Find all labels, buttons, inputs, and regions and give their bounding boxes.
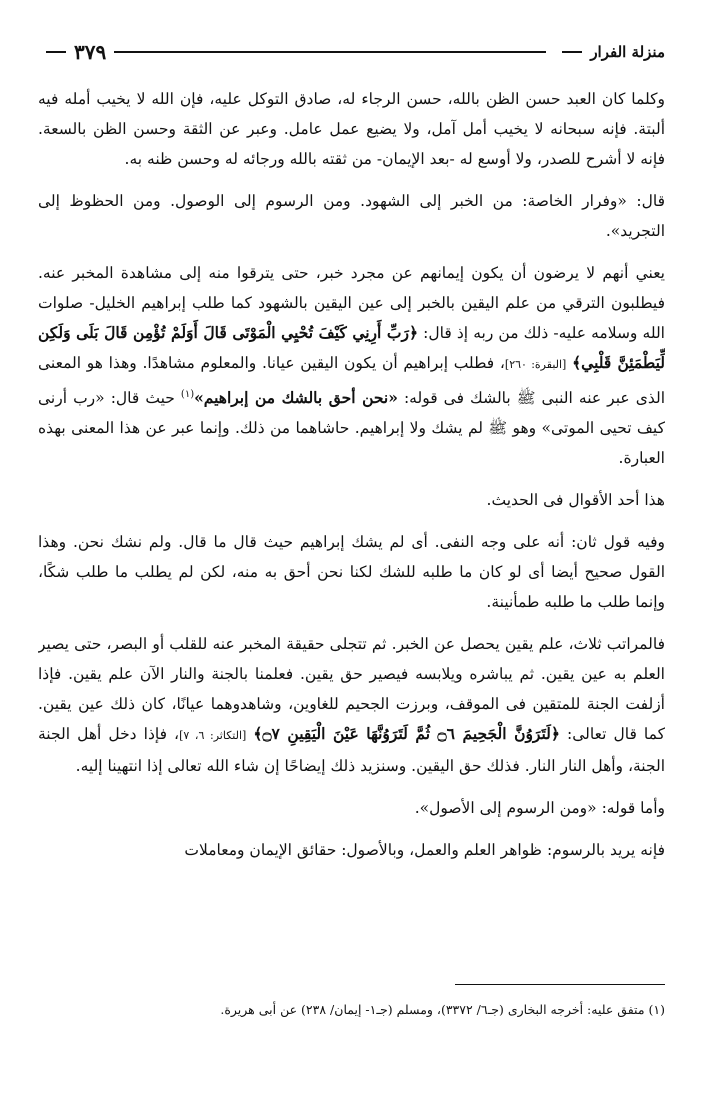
- paragraph-6-text-a: فالمراتب ثلاث، علم يقين يحصل عن الخبر. ثم تتجلى حقيقة المخبر عنه للقلب أو البصر، حتى يصير العلم به عين يقين. ثم يباشره ويلابسه فيصير حق يقين. فعلمنا بالجنة والنار الآن علم يقين. فإذا أزلفت الجنة للمتقين فى الموقف، وبرزت الجحيم للغاوين، وشاهدوهما عيانًا، كان ذلك عين يقين. كما قال تعالى:: [38, 635, 665, 744]
- paragraph-2: قال: «وفرار الخاصة: من الخبر إلى الشهود. ومن الرسوم إلى الوصول. ومن الحظوظ إلى التجريد».: [38, 192, 665, 240]
- chapter-title: منزلة الفرار: [590, 43, 665, 61]
- quran-verse-baqarah: ﴿رَبِّ أَرِنِي كَيْفَ تُحْيِي الْمَوْتَى قَالَ أَوَلَمْ تُؤْمِن قَالَ بَلَى وَلَكِن لِّيَطْمَئِنَّ قَلْبِي﴾: [38, 323, 665, 372]
- paragraph-3: [38, 258, 665, 473]
- hadith-quote: «نحن أحق بالشك من إبراهيم»: [194, 388, 398, 408]
- paragraph-6: [38, 629, 665, 781]
- quran-verse-takathur: ﴿لَتَرَوُنَّ الْجَحِيمَ ۝٦ ثُمَّ لَتَرَوُنَّهَا عَيْنَ الْيَقِينِ ۝٧﴾: [253, 724, 560, 744]
- paragraph-3-text-b: ، فطلب إبراهيم أن يكون اليقين عيانا. والمعلوم مشاهدًا. وهذا هو المعنى الذى عبر عنه النبى ﷺ بالشك فى قوله:: [38, 354, 665, 408]
- verse-reference-baqarah: [البقرة: ٢٦٠]: [504, 358, 567, 371]
- paragraph-5: وفيه قول ثان: أنه على وجه النفى. أى لم يشك إبراهيم حيث قال ما قال. ولم نشك نحن. وهذا القول صحيح أيضا أى لو كان ما طلبه للشك لكنا نحن أحق به منه، لكن لم يطلب ما طلب شكًا، وإنما طلب ما طلبه طمأنينة.: [38, 533, 665, 612]
- running-header: [38, 38, 665, 66]
- paragraph-1: وكلما كان العبد حسن الظن بالله، حسن الرجاء له، صادق التوكل عليه، فإن الله لا يخيب أمله فيه ألبتة. فإنه سبحانه لا يخيب أمل آمل، ولا يضيع عمل عامل. وعبر عن الثقة وحسن الظن بالسعة. فإنه لا أشرح للصدر، ولا أوسع له -بعد الإيمان- من ثقته بالله ورجائه له وحسن ظنه به.: [38, 90, 665, 168]
- header-dash: [562, 51, 582, 53]
- page-number: ٣٧٩: [74, 40, 107, 64]
- verse-reference-takathur: [التكاثر: ٦، ٧]: [179, 729, 247, 743]
- paragraph-8: فإنه يريد بالرسوم: ظواهر العلم والعمل، وبالأصول: حقائق الإيمان ومعاملات: [184, 841, 665, 860]
- paragraph-7: وأما قوله: «ومن الرسوم إلى الأصول».: [414, 799, 665, 818]
- paragraph-4: هذا أحد الأقوال فى الحديث.: [486, 491, 665, 510]
- paragraph-3-text-a: يعني أنهم لا يرضون أن يكون إيمانهم عن مجرد خبر، حتى يترقوا منه إلى مشاهدة المخبر عنه. فيطلبون الترقي من علم اليقين بالخبر إلى عين اليقين بالشهود كما طلب إبراهيم الخليل- صلوات الله وسلامه عليه- ذلك من ربه إذ قال:: [38, 264, 665, 342]
- paragraph-3-text-c: حيث قال: «رب أرنى كيف تحيى الموتى» وهو ﷺ لم يشك ولا إبراهيم. حاشاهما من ذلك. وإنما عبر عن هذا المعنى بهذه العبارة.: [38, 389, 665, 468]
- footnote-separator: [455, 984, 665, 985]
- header-dash-end: [46, 51, 66, 53]
- footnote-marker: (١): [180, 389, 195, 400]
- paragraph-6-text-b: ، فإذا دخل أهل الجنة الجنة، وأهل النار النار. فذلك حق اليقين. وسنزيد ذلك إيضاحًا إن شاء الله تعالى إذا انتهينا إليه.: [38, 725, 665, 776]
- footnote: (١) متفق عليه: أخرجه البخارى (جـ٦/ ٣٣٧٢)، ومسلم (جـ١- إيمان/ ٢٣٨) عن أبى هريرة.: [220, 1002, 665, 1017]
- page-body: [38, 84, 665, 964]
- header-rule: [114, 51, 546, 53]
